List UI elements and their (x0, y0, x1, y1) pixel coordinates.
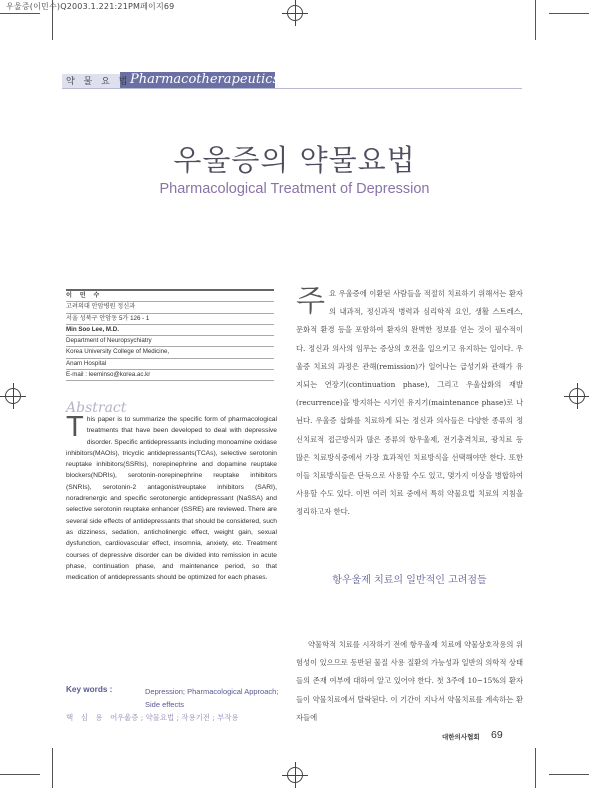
author-department: Department of Neuropsychiatry (66, 335, 274, 346)
registration-mark-icon (5, 388, 21, 404)
crop-mark (52, 0, 53, 40)
body-paragraph: 약물학적 치료를 시작하기 전에 항우울제 치료에 약물상호작용의 위험성이 있으므로 동반된 물질 사용 질환의 가능성과 일반의 의학적 상태들의 존재 여부에 대하여 알고 있어야 한다. 첫 3주에 10~15%의 환자들이 약물치료에서 탈락된다. 이 기간이 지나서 약물치료를 계속하는 환자들에 (296, 640, 523, 722)
author-info (66, 289, 274, 381)
abstract-text: his paper is to summarize the specific form of pharmacological treatments that have been developed to deal with depressive disorder. Specific antidepressants including monoamine oxidase inhibitors(MAOIs), tricyclic antidepressants(TCAs), selective serotonin reuptake inhibitors(SSRIs), norepinephrine and dopamine reuptake blockers(NDRIs), serotonin-norepinephrine reuptake inhibitors (SNRIs), serotonin-2 antagonist/reuptake inhibitors (SARI), noradrenergic and specific serotonergic antidepressant (NaSSA) and selective serotonin reuptake enhancer (SSRE) are reviewed. There are several side effects of antidepressants that should be considered, such as dizziness, sedation, anticholinergic effect, weight gain, sexual dysfunction, cardiovascular effect, insomnia, anxiety, etc. Treatment courses of depressive disorder can be divided into remission in acute phase, continuation phase, and maintenance period, so that medication of antidepressants should be optimized for each phases. (66, 416, 277, 582)
keywords-text: Depression; Pharmacological Approach; Side effects (145, 687, 279, 709)
article-title-korean: 우울증의 약물요법 (173, 143, 416, 177)
abstract-drop-cap: T (66, 411, 84, 443)
section-label-korean: 약 물 요 법 (66, 77, 131, 87)
registration-mark-icon (287, 5, 303, 21)
keywords-label-korean: 핵 심 용 어 : (66, 713, 130, 722)
crop-mark (535, 748, 536, 788)
journal-name: 대한의사협회 (442, 733, 480, 741)
author-email[interactable]: E-mail : leeminso@korea.ac.kr (66, 369, 274, 381)
author-name-korean: 이 민 수 (66, 289, 274, 301)
abstract-body (66, 411, 277, 583)
article-title-english: Pharmacological Treatment of Depression (159, 181, 430, 197)
intro-text: 요 우울증에 이환된 사람들을 적절히 치료하기 위해서는 환자의 내과적, 정신과적 병력과 심리학적 요인, 생활 스트레스, 문화적 환경 등을 포함하여 환자의 완벽한 정보를 얻는 것이 필수적이다. 정신과 의사의 임무는 증상의 호전을 일으키고 유지하는 일이다. 우울증 치료의 과정은 관해(remission)가 일어나는 급성기와 관해가 유지되는 연장기(continuation phase), 그리고 우울삽화의 재발(recurrence)을 방지하는 시기인 유지기(maintenance phase)로 나뉜다. 우울증 삽화를 치료하게 되는 정신과 의사들은 다양한 종류의 정신치료적 접근방식과 많은 종류의 항우울제, 전기충격치료, 광치료 등 많은 치료방식중에서 가장 효과적인 치료방식을 선택해야만 한다. 또한 이들 치료방식들은 단독으로 사용할 수도 있고, 몇가지 이상을 병합하여 사용할 수도 있다. 이번 여러 치료 중에서 특히 약물요법 치료의 지침을 정리하고자 한다. (296, 289, 523, 517)
crop-mark (52, 748, 53, 788)
author-affiliation-korean: 고려의대 안암병원 정신과 (66, 301, 274, 312)
crop-mark (535, 0, 536, 40)
crop-mark (549, 13, 589, 14)
section-band-rule (62, 88, 522, 89)
abstract-heading: Abstract (66, 400, 127, 416)
author-name-english: Min Soo Lee, M.D. (66, 324, 274, 335)
keywords-label: Key words : (66, 685, 113, 694)
page-number: 69 (491, 729, 503, 741)
author-hospital: Anam Hospital (66, 358, 274, 369)
author-address-korean: 서울 성북구 안암동 5가 126 - 1 (66, 313, 274, 324)
print-slug: 우울증(이민수)Q2003.1.221:21PM페이지69 (6, 2, 175, 11)
section-label-english: Pharmacotherapeutics (130, 72, 280, 87)
intro-paragraph (296, 285, 523, 522)
crop-mark (0, 774, 40, 775)
section-heading: 항우울제 치료의 일반적인 고려점들 (332, 575, 487, 586)
crop-mark (549, 774, 589, 775)
crop-mark (0, 13, 40, 14)
registration-mark-icon (287, 767, 303, 783)
registration-mark-icon (569, 388, 585, 404)
body-drop-cap: 주 (296, 284, 325, 319)
author-college: Korea University College of Medicine, (66, 346, 274, 357)
keywords-text-korean: 우울증 ; 약물요법 ; 작용기전 ; 부작용 (117, 713, 239, 722)
